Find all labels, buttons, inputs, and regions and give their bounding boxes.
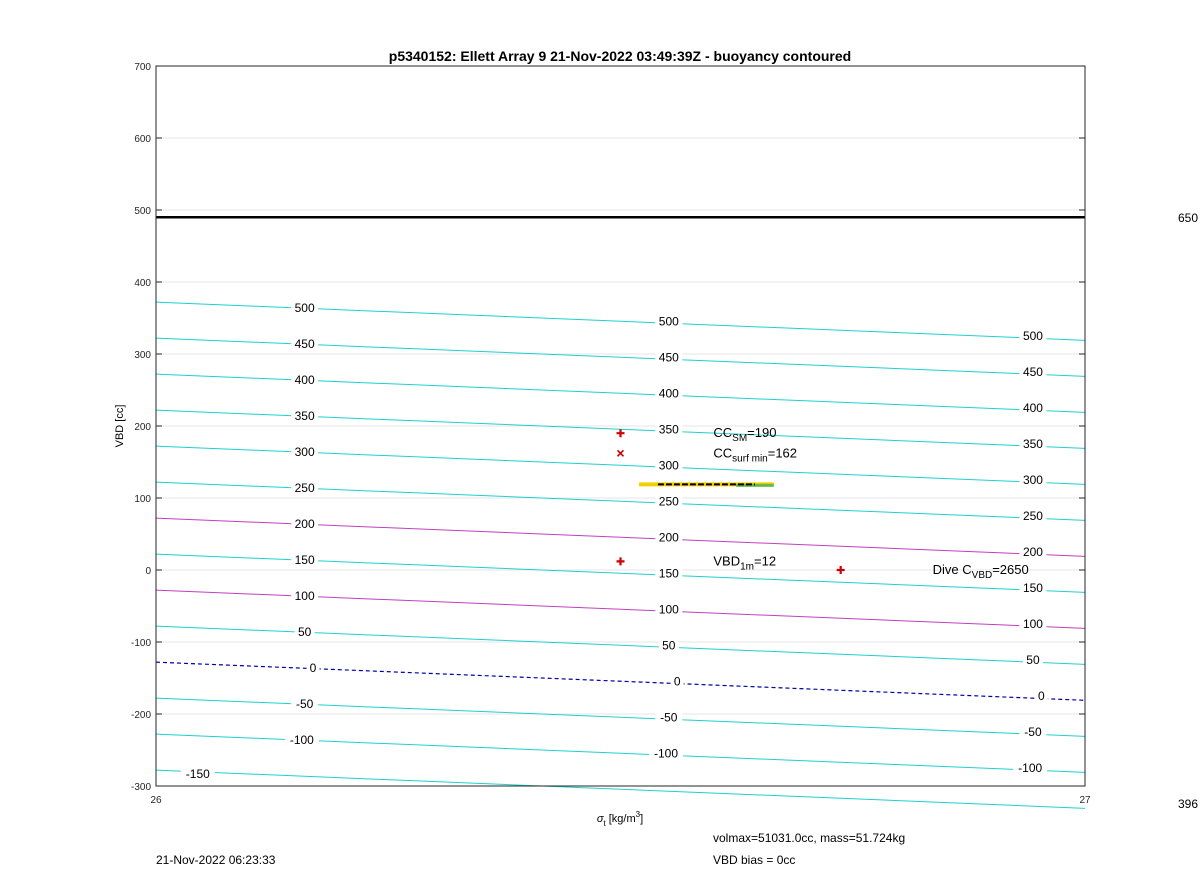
annotation-sub: SM [732, 433, 748, 445]
y-tick-label: -300 [130, 782, 151, 793]
x-axis-label-symbol: σ [596, 813, 604, 825]
footer-volmax-mass: volmax=51031.0cc, mass=51.724kg [713, 831, 906, 845]
contour-labels [181, 300, 1048, 781]
footer-timestamp: 21-Nov-2022 06:23:33 [156, 853, 276, 867]
contour-label: 200 [294, 516, 315, 531]
y-tick-label: 400 [134, 278, 151, 289]
contour-label: -100 [1018, 761, 1043, 775]
contour-label: 300 [294, 444, 315, 459]
y-tick-label: 700 [134, 62, 151, 73]
annotation-base: CC [713, 445, 733, 461]
contour-label: 50 [662, 638, 676, 653]
marker-plus [837, 566, 845, 574]
y-tick-label: -200 [130, 710, 151, 721]
contour-label: 250 [658, 494, 679, 509]
y-tick-label: 600 [134, 134, 151, 145]
annotation-sub: 1m [740, 561, 755, 573]
contour-label: 450 [1022, 365, 1043, 379]
annotation-value: =2650 [992, 562, 1029, 577]
annotation-cc-sm [713, 425, 776, 444]
y-tick-label: 0 [145, 566, 151, 577]
contour-label: 100 [294, 588, 315, 603]
contour-label: 350 [294, 408, 315, 423]
contour-label: 500 [658, 314, 679, 329]
annotations [713, 425, 1028, 581]
annotation-base: CC [713, 425, 733, 441]
annotation-cc-surf-min [713, 445, 797, 464]
x-axis-label-unit-end: ] [640, 813, 644, 825]
annotation-base: VBD [713, 553, 741, 569]
annotation-sub: surf min [732, 453, 768, 465]
contour-label: 150 [294, 552, 315, 567]
contour-label: 200 [658, 530, 679, 545]
contour-label: 400 [294, 372, 315, 387]
footer-vbd-bias: VBD bias = 0cc [713, 853, 796, 867]
contour-label: 500 [1022, 329, 1043, 343]
contour-label: 250 [294, 480, 315, 495]
marker-x [618, 450, 624, 456]
contour-line [156, 662, 1085, 700]
y-tick-label: 300 [134, 350, 151, 361]
x-tick-label: 27 [1079, 795, 1091, 806]
y-axis-label: VBD [cc] [114, 404, 126, 448]
x-axis-label-sub: t [603, 819, 606, 828]
y-tick-label: 200 [134, 422, 151, 433]
contour-label: -100 [654, 746, 679, 761]
contour-label: 250 [1022, 509, 1043, 523]
x-axis-label-unit: [kg/m [608, 813, 636, 825]
annotation-value: =12 [754, 553, 777, 569]
contour-label: 150 [1022, 581, 1043, 595]
contour-label: 500 [294, 300, 315, 315]
contour-label: 350 [658, 422, 679, 437]
x-axis-label [597, 810, 643, 828]
annotation-base: Dive C [932, 562, 972, 577]
x-axis-label-unit-sup: 3 [635, 810, 641, 819]
contour-label: 200 [1022, 545, 1043, 559]
contour-label: 300 [658, 458, 679, 473]
grid-lines [156, 66, 1085, 786]
contour-label: -50 [295, 696, 314, 711]
contour-label: 300 [1022, 473, 1043, 487]
contour-label: 100 [1022, 617, 1043, 631]
contour-label: 150 [658, 566, 679, 581]
contour-label: 100 [658, 602, 679, 617]
side-label-top-right: 650 [1178, 211, 1199, 225]
contour-label: 400 [1022, 401, 1043, 415]
contour-label: 350 [1022, 437, 1043, 451]
y-tick-label: -100 [130, 638, 151, 649]
contour-label: 0 [309, 660, 317, 675]
contour-line [156, 770, 1085, 808]
contour-label: 400 [658, 386, 679, 401]
chart-title: p5340152: Ellett Array 9 21-Nov-2022 03:49:39Z - buoyancy contoured [388, 48, 852, 64]
annotation-dive-c-vbd [933, 562, 1029, 581]
contour-label: 450 [294, 336, 315, 351]
contour-label: 0 [1037, 689, 1045, 703]
annotation-value: =162 [767, 445, 798, 461]
contour-label: 50 [297, 624, 312, 639]
marker-plus [617, 429, 625, 437]
contour-label: -150 [185, 766, 210, 781]
contour-label: -100 [289, 732, 314, 747]
annotation-sub: VBD [971, 570, 993, 581]
contour-label: -50 [660, 710, 678, 725]
x-tick-label: 26 [150, 795, 162, 806]
side-label-bottom-right: 396 [1178, 797, 1199, 811]
contour-label: -50 [1024, 725, 1042, 739]
marker-plus [617, 557, 625, 565]
contour-label: 0 [673, 674, 681, 689]
y-tick-label: 500 [134, 206, 151, 217]
annotation-value: =190 [747, 425, 777, 441]
y-tick-label: 100 [134, 494, 151, 505]
contour-label: 450 [658, 350, 679, 365]
dive-track [639, 484, 774, 485]
contour-label: 50 [1026, 653, 1040, 667]
